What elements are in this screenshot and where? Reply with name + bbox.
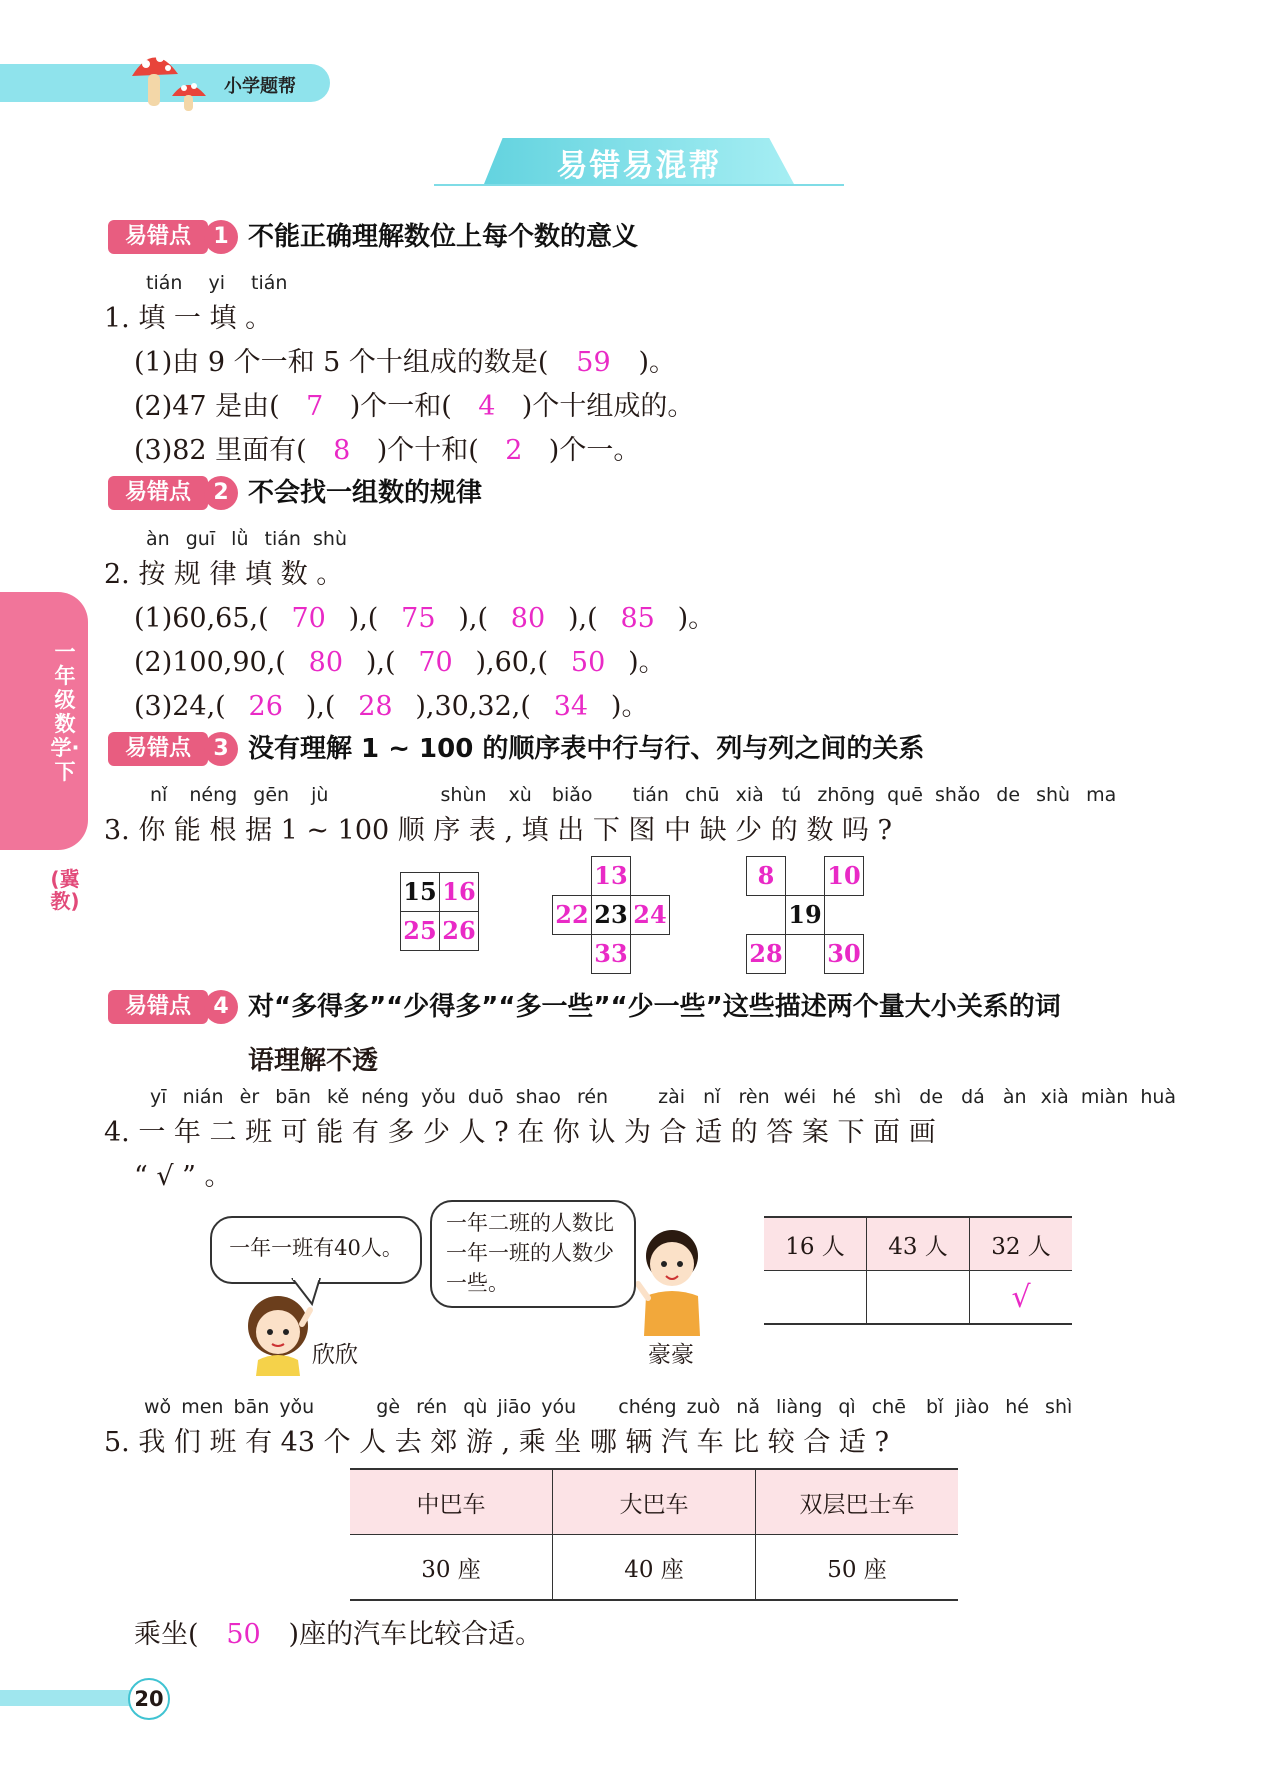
character-name-haohao: 豪豪 (648, 1342, 694, 1368)
page-number: 20 (128, 1678, 170, 1720)
question-2-1: (1)60,65,( 70 ),( 75 ),( 80 ),( 85 )。 (134, 603, 716, 634)
question-1-title: 1. 填 一 填 。 (104, 303, 273, 334)
character-name-xinxin: 欣欣 (312, 1342, 358, 1368)
number-grid-3 (746, 856, 868, 978)
grid-cell: 28 (746, 934, 786, 974)
error-point-number: 1 (204, 220, 238, 254)
brand-name: 小学题帮 (224, 76, 296, 97)
answer: 50 (570, 647, 606, 678)
question-4-title: 4. 一 年 二 班 可 能 有 多 少 人 ? 在 你 认 为 合 适 的 答 案 下 面 画 (104, 1117, 936, 1148)
answer-cell[interactable] (867, 1271, 970, 1324)
boy-avatar-icon (636, 1226, 712, 1336)
seat-cell: 30 座 (421, 1556, 481, 1583)
bus-table (350, 1468, 958, 1601)
error-point-title: 不能正确理解数位上每个数的意义 (248, 222, 639, 252)
check-mark: √ (1011, 1279, 1031, 1315)
question-3-title: 3. 你 能 根 据 1 ~ 100 顺 序 表 , 填 出 下 图 中 缺 少 的 数 吗 ? (104, 815, 892, 846)
number-grid-2 (552, 856, 674, 978)
error-point-tag: 易错点 (108, 990, 208, 1024)
side-tab-label: 一年级数学·下 (50, 640, 80, 784)
grid-cell: 13 (591, 856, 631, 896)
seat-cell: 50 座 (756, 1535, 959, 1600)
grid-cell: 22 (552, 895, 592, 935)
grid-cell: 24 (630, 895, 670, 935)
answer-cell[interactable] (970, 1271, 1073, 1324)
edition-label: (冀教) (50, 867, 80, 913)
error-point-title: 不会找一组数的规律 (248, 478, 483, 508)
page-title: 易错易混帮 (556, 148, 722, 184)
answer: 2 (505, 435, 523, 466)
question-1-3: (3)82 里面有( 8 )个十和( 2 )个一。 (134, 435, 641, 466)
answer: 70 (418, 647, 453, 678)
error-point-tag: 易错点 (108, 220, 208, 254)
answer: 59 (576, 347, 611, 378)
bus-header: 中巴车 (350, 1470, 553, 1535)
pinyin: tián yi tián (146, 272, 288, 294)
grid-cell: 19 (785, 895, 825, 935)
grid-cell: 25 (400, 911, 440, 951)
question-2-3: (3)24,( 26 ),( 28 ),30,32,( 34 )。 (134, 691, 649, 722)
answer: 26 (248, 691, 283, 722)
error-point-number: 3 (204, 732, 238, 766)
seat-cell: 40 座 (553, 1535, 756, 1600)
speech-bubble-xinxin: 一年一班有40人。 (210, 1216, 422, 1284)
error-point-tag: 易错点 (108, 476, 208, 510)
answer-cell[interactable] (764, 1271, 867, 1324)
grid-cell: 8 (746, 856, 786, 896)
answer: 80 (308, 647, 344, 678)
answer: 75 (401, 603, 436, 634)
grid-cell: 10 (824, 856, 864, 896)
answer: 28 (358, 691, 393, 722)
bus-header: 大巴车 (553, 1470, 756, 1535)
question-2-2: (2)100,90,( 80 ),( 70 ),60,( 50 )。 (134, 647, 666, 678)
answer: 80 (510, 603, 546, 634)
question-5-answer: 乘坐( 50 )座的汽车比较合适。 (134, 1619, 543, 1650)
grid-cell: 33 (591, 934, 631, 974)
grid-cell: 16 (439, 872, 479, 912)
options-table (764, 1216, 1072, 1325)
pinyin: àn guī lǜ tián shù (146, 528, 347, 550)
error-point-title: 对“多得多”“少得多”“多一些”“少一些”这些描述两个量大小关系的词 (248, 992, 1061, 1022)
grid-cell: 15 (400, 872, 440, 912)
option-cell: 43 人 (867, 1218, 970, 1271)
error-point-tag: 易错点 (108, 732, 208, 766)
error-point-title-cont: 语理解不透 (248, 1046, 379, 1076)
pinyin: nǐ néng gēn jù shùn xù biǎo tián chū xià tú zhōng quē shǎo de shù ma (150, 784, 1117, 806)
pinyin: yī nián èr bān kě néng yǒu duō shao rén zài nǐ rèn wéi hé shì de dá àn xià miàn huà (150, 1086, 1177, 1108)
option-cell: 16 人 (764, 1218, 867, 1271)
grid-cell: 26 (439, 911, 479, 951)
grid-cell: 30 (824, 934, 864, 974)
error-point-number: 4 (204, 990, 238, 1024)
question-1-1: (1)由 9 个一和 5 个十组成的数是( 59 )。 (134, 347, 677, 378)
error-point-number: 2 (204, 476, 238, 510)
answer: 4 (478, 391, 496, 422)
number-grid-1 (400, 872, 482, 954)
option-cell: 32 人 (970, 1218, 1073, 1271)
answer: 8 (333, 435, 351, 466)
question-1-2: (2)47 是由( 7 )个一和( 4 )个十组成的。 (134, 391, 695, 422)
speech-bubble-haohao: 一年二班的人数比一年一班的人数少一些。 (430, 1200, 636, 1308)
mushroom-icon (128, 44, 218, 118)
bus-header: 双层巴士车 (756, 1470, 959, 1535)
answer: 34 (553, 691, 589, 722)
error-point-title: 没有理解 1 ~ 100 的顺序表中行与行、列与列之间的关系 (248, 734, 925, 764)
answer: 85 (620, 603, 655, 634)
answer: 50 (226, 1619, 261, 1650)
answer: 7 (306, 391, 324, 422)
grid-cell: 23 (591, 895, 631, 935)
question-2-title: 2. 按 规 律 填 数 。 (104, 559, 344, 590)
answer: 70 (291, 603, 326, 634)
question-4-title-cont: “ √ ” 。 (134, 1161, 232, 1192)
question-5-title: 5. 我 们 班 有 43 个 人 去 郊 游 , 乘 坐 哪 辆 汽 车 比 较 合 适 ? (104, 1427, 889, 1458)
pinyin: wǒ men bān yǒu gè rén qù jiāo yóu chéng zuò nǎ liàng qì chē bǐ jiào hé shì (144, 1396, 1073, 1418)
